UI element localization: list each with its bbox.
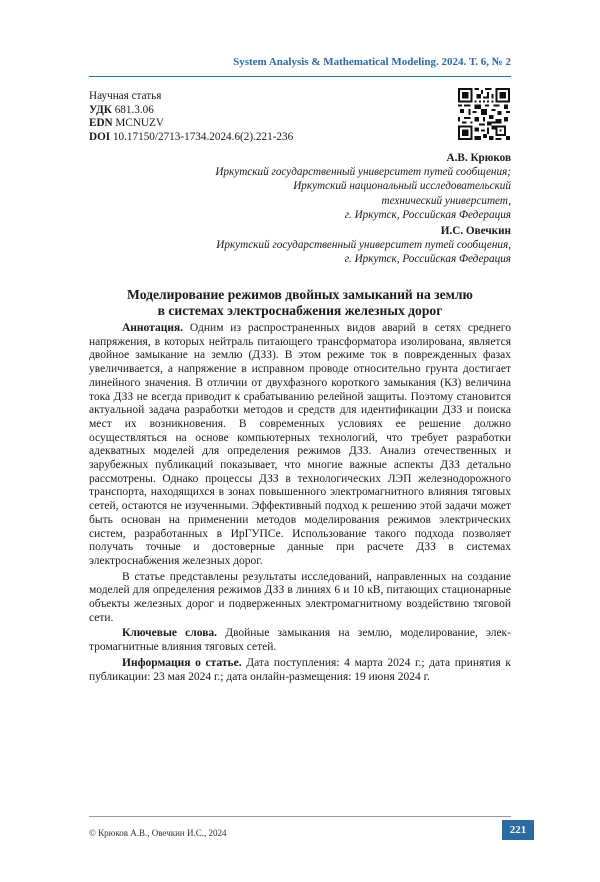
copyright: © Крюков А.В., Овечкин И.С., 2024 <box>89 828 227 838</box>
author-name: И.С. Овечкин <box>440 224 511 237</box>
author-affiliation: г. Иркутск, Российская Федерация <box>344 209 511 222</box>
edn-line <box>89 117 293 131</box>
journal-header: System Analysis & Mathematical Modeling. 2024. Т. 6, № 2 <box>233 56 511 68</box>
abstract-label: Аннотация. <box>122 322 184 334</box>
keywords-text: Двойные замыкания на землю, моделирование, электромагнитные влияния тяговых сетей. <box>89 627 511 654</box>
article-info-label: Информация о статье. <box>122 656 242 669</box>
author-affiliation: технический университет, <box>381 194 511 207</box>
header-divider <box>89 76 511 77</box>
body-paragraph: В статье представлены результаты исследований, направленных на создание моделей для определения режимов ДЗЗ в линиях 6 и 10 кВ, питающих стационарные объекты железных дорог и подверженных электромагнитному воздействию тяговой сети. <box>89 570 511 624</box>
page-number: 221 <box>502 820 534 840</box>
abstract-text: Одним из распространенных видов аварий в сетях среднего напряжения, в которых нейтраль питающего трансформатора изолирована, является двойное замыкание на землю (ДЗЗ). В этом режиме ток в поврежденных фазах увеличивается, а напряжение в исправном проводе относительно грунта достигает линейного значения. В отличии от двухфазного короткого замыкания (КЗ) величина тока ДЗЗ не всегда приводит к срабатыванию релейной защиты. Поэтому становится актуальной задача разработки методов и средств для идентификации ДЗЗ и поиска мест их возникновения. В современных условиях ее решение должно осуществляться на основе компьютерных технологий, что требует разработки адекватных моделей для определения режимов ДЗЗ. Анализ отечественных и зарубежных публикаций показывает, что многие важные аспекты ДЗЗ детально рассмотрены. Однако процессы ДЗЗ в технологических ЛЭП железнодорожного транспорта, находящихся в зонах повышенного электромагнитного влияния тяговых сетей, остаются не изученными. Эффективный подход к решению этой задачи может быть основан на применении методов моделирования режимов электрических систем, разработанных в ИрГУПСе. Использование такого подхода позволяет получать точные и достоверные данные при расчете ДЗЗ в системах электроснабжения железных дорог. <box>89 322 511 567</box>
qr-code-icon <box>458 88 510 140</box>
author-affiliation: Иркутский государственный университет путей сообщения, <box>216 238 511 251</box>
footer-divider <box>89 816 511 817</box>
abstract-paragraph <box>89 322 511 569</box>
udk-label: УДК <box>89 103 112 116</box>
article-info-text: Дата поступления: 4 марта 2024 г.; дата принятия к публикации: 23 мая 2024 г.; дата онлайн-размещения: 19 июня 2024 г. <box>89 656 511 683</box>
udk-line <box>89 104 293 118</box>
udk-value: 681.3.06 <box>114 103 154 116</box>
title-line: в системах электроснабжения железных дорог <box>157 303 443 318</box>
edn-label: EDN <box>89 117 113 130</box>
author-block <box>151 152 511 268</box>
author-affiliation: Иркутский государственный университет путей сообщения; <box>215 165 511 178</box>
article-info-paragraph <box>89 657 511 684</box>
edn-value: MCNUZV <box>115 117 164 130</box>
title-line: Моделирование режимов двойных замыканий на землю <box>127 287 473 302</box>
article-meta <box>89 90 293 144</box>
keywords-label: Ключевые слова. <box>122 627 218 640</box>
keywords-paragraph <box>89 627 511 654</box>
article-title <box>89 287 511 319</box>
author-affiliation: Иркутский национальный исследовательский <box>293 180 511 193</box>
doi-label: DOI <box>89 130 111 143</box>
author-affiliation: г. Иркутск, Российская Федерация <box>344 253 511 266</box>
author-name: А.В. Крюков <box>446 152 511 164</box>
doi-value[interactable]: 10.17150/2713-1734.2024.6(2).221-236 <box>112 130 294 143</box>
article-body <box>89 322 511 684</box>
doi-line <box>89 131 293 145</box>
article-type: Научная статья <box>89 90 162 102</box>
